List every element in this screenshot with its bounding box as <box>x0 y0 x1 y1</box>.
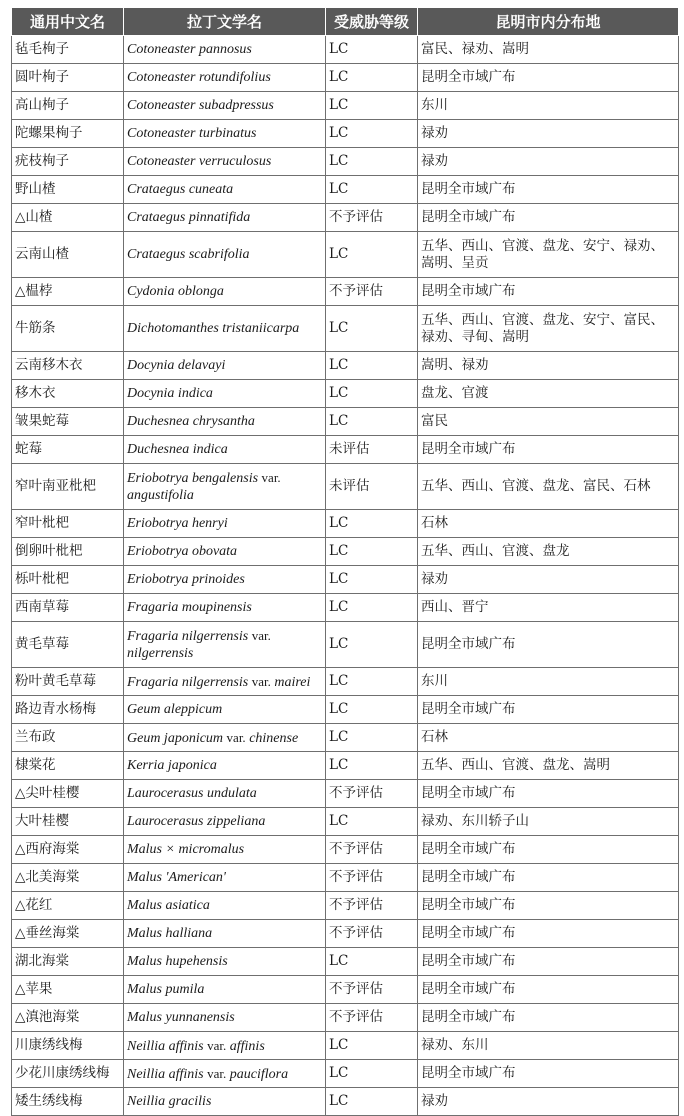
latin-name-part: Cotoneaster subadpressus <box>127 98 274 113</box>
latin-name-part: Geum aleppicum <box>127 702 223 717</box>
latin-name-cell <box>124 64 326 92</box>
latin-name-part: Geum japonicum <box>127 730 224 746</box>
threat-level-cell: 不予评估 <box>326 836 418 864</box>
latin-name-cell <box>124 176 326 204</box>
table-row <box>12 1032 679 1060</box>
latin-name-cell <box>124 538 326 566</box>
latin-name-cell <box>124 696 326 724</box>
latin-name-cell <box>124 464 326 510</box>
latin-name-part: nilgerrensis <box>127 646 194 661</box>
threat-level-cell: LC <box>326 696 418 724</box>
distribution-cell: 昆明全市域广布 <box>418 780 679 808</box>
threat-level-cell: LC <box>326 148 418 176</box>
latin-name-part: Malus <box>127 870 162 885</box>
distribution-cell: 昆明全市域广布 <box>418 436 679 464</box>
distribution-cell: 昆明全市域广布 <box>418 64 679 92</box>
table-row <box>12 976 679 1004</box>
table-row <box>12 724 679 752</box>
distribution-cell: 五华、西山、官渡、盘龙、嵩明 <box>418 752 679 780</box>
latin-name-cell <box>124 808 326 836</box>
chinese-name-cell: 西南草莓 <box>12 594 124 622</box>
table-row <box>12 352 679 380</box>
table-row <box>12 306 679 352</box>
latin-name-part: Neillia affinis <box>127 1066 204 1082</box>
distribution-cell: 五华、西山、官渡、盘龙 <box>418 538 679 566</box>
distribution-cell: 东川 <box>418 92 679 120</box>
chinese-name-cell: △垂丝海棠 <box>12 920 124 948</box>
chinese-name-cell: △北美海棠 <box>12 864 124 892</box>
threat-level-cell: LC <box>326 306 418 352</box>
distribution-cell: 石林 <box>418 510 679 538</box>
latin-name-part: Malus pumila <box>127 982 205 997</box>
latin-name-part: Eriobotrya prinoides <box>127 572 245 587</box>
distribution-cell: 富民、禄劝、嵩明 <box>418 36 679 64</box>
latin-name-cell <box>124 278 326 306</box>
threat-level-cell: 不予评估 <box>326 864 418 892</box>
latin-name-cell <box>124 892 326 920</box>
chinese-name-cell: 云南山楂 <box>12 232 124 278</box>
chinese-name-cell: 黄毛草莓 <box>12 622 124 668</box>
threat-level-cell: LC <box>326 1088 418 1116</box>
threat-level-cell: LC <box>326 1032 418 1060</box>
table-row <box>12 1060 679 1088</box>
header-chinese-name: 通用中文名 <box>12 8 124 36</box>
distribution-cell: 昆明全市域广布 <box>418 696 679 724</box>
latin-name-part: Cotoneaster verruculosus <box>127 154 272 169</box>
chinese-name-cell: 陀螺果栒子 <box>12 120 124 148</box>
threat-level-cell: LC <box>326 566 418 594</box>
table-row <box>12 1004 679 1032</box>
latin-name-cell <box>124 836 326 864</box>
threat-level-cell: 不予评估 <box>326 204 418 232</box>
threat-level-cell: 不予评估 <box>326 780 418 808</box>
latin-name-part: Laurocerasus zippeliana <box>127 814 266 829</box>
distribution-cell: 禄劝 <box>418 148 679 176</box>
distribution-cell: 禄劝、东川 <box>418 1032 679 1060</box>
chinese-name-cell: 疣枝栒子 <box>12 148 124 176</box>
chinese-name-cell: 路边青水杨梅 <box>12 696 124 724</box>
threat-level-cell: 未评估 <box>326 464 418 510</box>
latin-name-cell <box>124 1060 326 1088</box>
distribution-cell: 嵩明、禄劝 <box>418 352 679 380</box>
distribution-cell: 昆明全市域广布 <box>418 1060 679 1088</box>
chinese-name-cell: △西府海棠 <box>12 836 124 864</box>
latin-name-part: Fragaria nilgerrensis <box>127 674 249 690</box>
latin-name-part: Malus hupehensis <box>127 954 228 969</box>
latin-name-cell <box>124 510 326 538</box>
threat-level-cell: 不予评估 <box>326 920 418 948</box>
header-latin-name: 拉丁文学名 <box>124 8 326 36</box>
chinese-name-cell: △苹果 <box>12 976 124 1004</box>
threat-level-cell: LC <box>326 36 418 64</box>
threat-level-cell: 未评估 <box>326 436 418 464</box>
chinese-name-cell: △榅桲 <box>12 278 124 306</box>
latin-name-part: Crataegus cuneata <box>127 182 234 197</box>
threat-level-cell: LC <box>326 1060 418 1088</box>
latin-name-cell <box>124 668 326 696</box>
chinese-name-cell: 川康绣线梅 <box>12 1032 124 1060</box>
latin-name-part: Dichotomanthes tristaniicarpa <box>127 321 300 336</box>
latin-name-part: pauciflora <box>229 1066 289 1082</box>
latin-name-cell <box>124 306 326 352</box>
latin-rank-label: var. <box>261 470 281 485</box>
threat-level-cell: LC <box>326 176 418 204</box>
table-row <box>12 1088 679 1116</box>
latin-name-part: Crataegus pinnatifida <box>127 210 251 225</box>
chinese-name-cell: 栎叶枇杷 <box>12 566 124 594</box>
threat-level-cell: LC <box>326 538 418 566</box>
threat-level-cell: LC <box>326 232 418 278</box>
chinese-name-cell: 窄叶枇杷 <box>12 510 124 538</box>
table-row <box>12 594 679 622</box>
latin-name-cell <box>124 380 326 408</box>
latin-name-part: mairei <box>274 674 311 690</box>
table-row <box>12 64 679 92</box>
chinese-name-cell: 皱果蛇莓 <box>12 408 124 436</box>
chinese-name-cell: 大叶桂樱 <box>12 808 124 836</box>
table-row <box>12 92 679 120</box>
threat-level-cell: LC <box>326 668 418 696</box>
chinese-name-cell: △尖叶桂樱 <box>12 780 124 808</box>
latin-name-part: Malus asiatica <box>127 898 210 913</box>
latin-rank-label: var. <box>251 628 271 643</box>
latin-name-cell <box>124 1088 326 1116</box>
distribution-cell: 禄劝 <box>418 566 679 594</box>
table-row <box>12 668 679 696</box>
latin-name-part: Malus halliana <box>127 926 213 941</box>
latin-name-part: angustifolia <box>127 488 194 503</box>
latin-name-part: Fragaria moupinensis <box>127 600 252 615</box>
chinese-name-cell: 棣棠花 <box>12 752 124 780</box>
chinese-name-cell: 倒卵叶枇杷 <box>12 538 124 566</box>
latin-name-part: Eriobotrya obovata <box>127 544 238 559</box>
latin-name-cell <box>124 1032 326 1060</box>
distribution-cell: 五华、西山、官渡、盘龙、安宁、富民、禄劝、寻甸、嵩明 <box>418 306 679 352</box>
latin-name-part: Cotoneaster turbinatus <box>127 126 257 141</box>
table-row <box>12 464 679 510</box>
table-row <box>12 380 679 408</box>
distribution-cell: 昆明全市域广布 <box>418 836 679 864</box>
threat-level-cell: LC <box>326 622 418 668</box>
distribution-cell: 西山、晋宁 <box>418 594 679 622</box>
latin-name-cell <box>124 780 326 808</box>
chinese-name-cell: △花红 <box>12 892 124 920</box>
chinese-name-cell: 湖北海棠 <box>12 948 124 976</box>
table-row <box>12 176 679 204</box>
table-row <box>12 752 679 780</box>
latin-name-part: Malus yunnanensis <box>127 1010 235 1025</box>
latin-name-part: 'American' <box>165 870 226 885</box>
distribution-cell: 昆明全市域广布 <box>418 204 679 232</box>
latin-name-part: Eriobotrya henryi <box>127 516 228 531</box>
table-row <box>12 780 679 808</box>
distribution-cell: 昆明全市域广布 <box>418 948 679 976</box>
table-row <box>12 538 679 566</box>
chinese-name-cell: △山楂 <box>12 204 124 232</box>
latin-name-cell <box>124 232 326 278</box>
latin-rank-label: var. <box>226 729 246 745</box>
chinese-name-cell: 高山栒子 <box>12 92 124 120</box>
chinese-name-cell: 窄叶南亚枇杷 <box>12 464 124 510</box>
latin-rank-label: var. <box>207 1037 227 1053</box>
latin-name-cell <box>124 120 326 148</box>
latin-name-cell <box>124 436 326 464</box>
table-row <box>12 148 679 176</box>
threat-level-cell: LC <box>326 64 418 92</box>
table-row <box>12 808 679 836</box>
latin-name-part: Neillia gracilis <box>127 1094 212 1109</box>
distribution-cell: 五华、西山、官渡、盘龙、富民、石林 <box>418 464 679 510</box>
distribution-cell: 禄劝、东川轿子山 <box>418 808 679 836</box>
latin-name-part: chinense <box>249 730 299 746</box>
latin-name-cell <box>124 622 326 668</box>
latin-name-part: Laurocerasus undulata <box>127 786 257 801</box>
table-row <box>12 836 679 864</box>
table-row <box>12 566 679 594</box>
latin-rank-label: var. <box>251 673 271 689</box>
latin-name-part: Docynia indica <box>127 386 213 401</box>
latin-name-cell <box>124 752 326 780</box>
threat-level-cell: LC <box>326 510 418 538</box>
threat-level-cell: LC <box>326 120 418 148</box>
table-row <box>12 920 679 948</box>
table-row <box>12 436 679 464</box>
latin-name-cell <box>124 92 326 120</box>
threat-level-cell: LC <box>326 352 418 380</box>
chinese-name-cell: △滇池海棠 <box>12 1004 124 1032</box>
distribution-cell: 禄劝 <box>418 120 679 148</box>
latin-name-part: affinis <box>229 1038 265 1054</box>
distribution-cell: 富民 <box>418 408 679 436</box>
table-row <box>12 696 679 724</box>
distribution-cell: 昆明全市域广布 <box>418 622 679 668</box>
threat-level-cell: 不予评估 <box>326 892 418 920</box>
table-row <box>12 36 679 64</box>
latin-name-cell <box>124 352 326 380</box>
threat-level-cell: LC <box>326 948 418 976</box>
latin-name-cell <box>124 920 326 948</box>
distribution-cell: 昆明全市域广布 <box>418 1004 679 1032</box>
distribution-cell: 禄劝 <box>418 1088 679 1116</box>
latin-name-part: Eriobotrya bengalensis <box>127 471 259 486</box>
table-row <box>12 948 679 976</box>
latin-name-part: Duchesnea chrysantha <box>127 414 255 429</box>
latin-name-cell <box>124 408 326 436</box>
distribution-cell: 昆明全市域广布 <box>418 176 679 204</box>
threat-level-cell: 不予评估 <box>326 1004 418 1032</box>
chinese-name-cell: 移木衣 <box>12 380 124 408</box>
threat-level-cell: 不予评估 <box>326 976 418 1004</box>
chinese-name-cell: 毡毛栒子 <box>12 36 124 64</box>
chinese-name-cell: 野山楂 <box>12 176 124 204</box>
table-body <box>12 36 679 1116</box>
latin-name-cell <box>124 148 326 176</box>
table-row <box>12 278 679 306</box>
table-row <box>12 120 679 148</box>
distribution-cell: 昆明全市域广布 <box>418 892 679 920</box>
latin-rank-label: var. <box>207 1065 227 1081</box>
threat-level-cell: 不予评估 <box>326 278 418 306</box>
table-row <box>12 204 679 232</box>
chinese-name-cell: 粉叶黄毛草莓 <box>12 668 124 696</box>
threat-level-cell: LC <box>326 752 418 780</box>
latin-name-cell <box>124 1004 326 1032</box>
distribution-cell: 昆明全市域广布 <box>418 278 679 306</box>
latin-name-part: Cotoneaster rotundifolius <box>127 70 271 85</box>
threat-level-cell: LC <box>326 408 418 436</box>
chinese-name-cell: 矮生绣线梅 <box>12 1088 124 1116</box>
latin-name-part: Fragaria nilgerrensis <box>127 629 249 644</box>
table-row <box>12 892 679 920</box>
latin-name-cell <box>124 566 326 594</box>
latin-name-part: Malus × micromalus <box>127 842 245 857</box>
threat-level-cell: LC <box>326 808 418 836</box>
threat-level-cell: LC <box>326 380 418 408</box>
latin-name-part: Cotoneaster pannosus <box>127 42 252 57</box>
distribution-cell: 盘龙、官渡 <box>418 380 679 408</box>
latin-name-part: Crataegus scabrifolia <box>127 247 250 262</box>
threat-level-cell: LC <box>326 594 418 622</box>
latin-name-part: Docynia delavayi <box>127 358 226 373</box>
latin-name-cell <box>124 976 326 1004</box>
chinese-name-cell: 兰布政 <box>12 724 124 752</box>
distribution-cell: 昆明全市域广布 <box>418 864 679 892</box>
latin-name-part: Cydonia oblonga <box>127 284 224 299</box>
chinese-name-cell: 云南移木衣 <box>12 352 124 380</box>
header-threat-level: 受威胁等级 <box>326 8 418 36</box>
latin-name-part: Kerria japonica <box>127 758 217 773</box>
table-header-row <box>12 8 679 36</box>
latin-name-cell <box>124 36 326 64</box>
distribution-cell: 五华、西山、官渡、盘龙、安宁、禄劝、嵩明、呈贡 <box>418 232 679 278</box>
header-distribution: 昆明市内分布地 <box>418 8 679 36</box>
table-row <box>12 232 679 278</box>
latin-name-cell <box>124 594 326 622</box>
chinese-name-cell: 蛇莓 <box>12 436 124 464</box>
chinese-name-cell: 牛筋条 <box>12 306 124 352</box>
distribution-cell: 昆明全市域广布 <box>418 976 679 1004</box>
latin-name-part: Duchesnea indica <box>127 442 228 457</box>
table-row <box>12 408 679 436</box>
threat-level-cell: LC <box>326 724 418 752</box>
distribution-cell: 石林 <box>418 724 679 752</box>
species-table <box>11 7 679 1116</box>
threat-level-cell: LC <box>326 92 418 120</box>
chinese-name-cell: 圆叶栒子 <box>12 64 124 92</box>
latin-name-cell <box>124 724 326 752</box>
distribution-cell: 昆明全市域广布 <box>418 920 679 948</box>
latin-name-cell <box>124 204 326 232</box>
chinese-name-cell: 少花川康绣线梅 <box>12 1060 124 1088</box>
distribution-cell: 东川 <box>418 668 679 696</box>
species-table-container <box>11 7 678 1116</box>
latin-name-cell <box>124 948 326 976</box>
latin-name-cell <box>124 864 326 892</box>
table-row <box>12 622 679 668</box>
table-row <box>12 510 679 538</box>
table-row <box>12 864 679 892</box>
latin-name-part: Neillia affinis <box>127 1038 204 1054</box>
